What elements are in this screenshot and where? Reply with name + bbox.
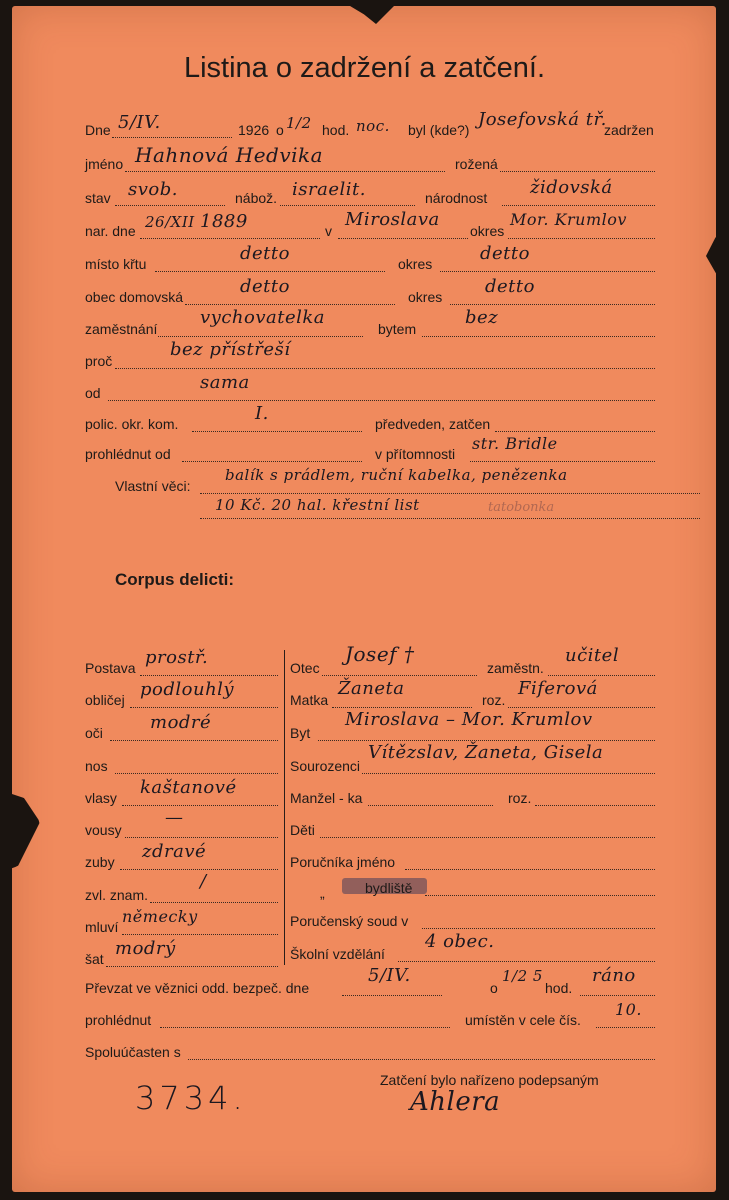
where-value: Josefovská tř. [478,109,607,130]
manzel-line [368,805,493,806]
prevzat-line [342,995,442,996]
bytem-value: bez [465,307,499,328]
okres-value: Mor. Krumlov [510,210,627,229]
byt-line [318,740,655,741]
corpus-heading: Corpus delicti: [115,570,235,589]
jmeno-value: Hahnová Hedvika [135,143,324,167]
porucnik-line [405,869,655,870]
document-title: Listina o zadržení a zatčení. [183,52,546,84]
zamestn-label: zaměstn. [487,660,544,676]
nar-label: nar. dne [85,223,136,239]
mluvi-line [122,934,278,935]
time-value: noc. [356,117,390,135]
misto-krtu-line [155,271,385,272]
nar-year: 1889 [200,211,248,232]
umisten-label: umístěn v cele čís. [465,1012,581,1028]
cela-line [596,1027,655,1028]
polic-line [192,431,362,432]
prohlednut-od-label: prohlédnut od [85,446,171,462]
vousy-value: — [165,807,184,828]
nabozenstvi-line [280,205,415,206]
zuby-line [120,869,278,870]
deti-label: Děti [290,822,315,838]
zamestnani-label: zaměstnání [85,321,158,337]
sourozenci-value: Vítězslav, Žaneta, Gisela [368,742,604,763]
proc-label: proč [85,353,113,369]
spolu-label: Spoluúčasten s [85,1044,181,1060]
byt-label: Byt [290,725,311,741]
prevzat-time-line [580,995,655,996]
dne-label: Dne [85,122,111,138]
dne-line [112,137,232,138]
polic-label: polic. okr. kom. [85,416,179,432]
proc-value: bez přístřeší [170,339,291,360]
oci-label: oči [85,725,103,741]
otec-line [322,675,477,676]
nabozenstvi-value: israelit. [292,179,366,200]
sat-label: šat [85,951,104,967]
otec-label: Otec [290,660,320,676]
obec-line [185,304,395,305]
prevzat-hod-label: hod. [545,980,573,996]
vousy-label: vousy [85,822,122,838]
nos-label: nos [85,758,108,774]
od-value: sama [200,372,250,393]
prevzat-label: Převzat ve věznici odd. bezpeč. dne [85,980,310,996]
sat-value: modrý [115,938,176,959]
v-label: v [325,223,332,239]
okres2-line [440,271,655,272]
prohlednut-label: prohlédnut [85,1012,152,1028]
spolu-line [188,1059,655,1060]
mluvi-label: mluví [85,919,119,935]
misto-krtu-value: detto [240,243,290,264]
okres-label: okres [470,223,505,239]
rozena-label: rožená [455,156,498,172]
veci-line-1 [200,493,700,494]
okres-line [508,238,655,239]
oci-line [110,740,278,741]
sat-line [106,966,278,967]
sourozenci-label: Sourozenci [290,758,361,774]
predveden-line [495,431,655,432]
prevzat-hour: 1/2 5 [502,967,543,985]
misto-line [338,238,468,239]
matka-value: Žaneta [338,678,405,699]
obec-label: obec domovská [85,289,184,305]
zamestn-line [548,675,655,676]
hod-label: hod. [322,122,350,138]
year-label: 1926 [238,122,270,138]
polic-value: I. [255,403,269,424]
narodnost-label: národnost [425,190,488,206]
matka-line [332,707,472,708]
nos-line [115,773,278,774]
zuby-value: zdravé [142,841,207,862]
jmeno-line [125,171,445,172]
zadrzen-label: zadržen [604,122,654,138]
porucnik-label: Poručníka jméno [290,854,396,870]
veci-value-2: 10 Kč. 20 hal. křestní list [215,496,420,514]
stav-label: stav [85,190,111,206]
okres3-label: okres [408,289,443,305]
byt-value: Miroslava – Mor. Krumlov [345,709,593,730]
zamestnani-line [158,336,363,337]
roz2-label: roz. [508,790,532,806]
cela-value: 10. [615,1000,642,1019]
proc-line [115,368,655,369]
deti-line [320,837,655,838]
roz-label: roz. [482,692,506,708]
vzdelani-label: Školní vzdělání [290,946,385,962]
postava-value: prostř. [145,647,209,668]
narodnost-value: židovská [530,177,613,198]
prevzat-o-label: o [490,980,498,996]
veci-line-2 [200,518,700,519]
manzel-label: Manžel - ka [290,790,363,806]
vousy-line [125,837,278,838]
prevzat-date: 5/IV. [368,965,411,986]
postava-label: Postava [85,660,136,676]
stav-line [115,205,225,206]
zamestn-value: učitel [565,645,620,666]
zuby-label: zuby [85,854,115,870]
sourozenci-line [362,773,655,774]
oblicej-line [130,707,278,708]
byl-label: byl (kde?) [408,122,470,138]
soud-label: Poručenský soud v [290,913,409,929]
vlasy-line [122,805,278,806]
mluvi-value: německy [122,907,198,926]
roz-line [508,707,655,708]
pritomnosti-value: str. Bridle [472,434,558,453]
okres3-value: detto [485,276,535,297]
vzdelani-line [398,961,655,962]
vlasy-label: vlasy [85,790,117,806]
veci-label: Vlastní věci: [115,478,191,494]
roz2-line [535,805,655,806]
od-line [108,400,655,401]
pritomnosti-label: v přítomnosti [375,446,456,462]
predveden-label: předveden, zatčen [375,416,491,432]
prevzat-time: ráno [592,965,636,986]
nabozenstvi-label: nábož. [235,190,278,206]
jmeno-label: jméno [85,156,124,172]
obec-value: detto [240,276,290,297]
veci-faint-note: tatobonka [488,500,555,515]
corpus-divider [284,650,285,965]
nar-line [140,238,320,239]
soud-line [422,928,655,929]
otec-value: Josef † [345,642,415,666]
signature-note: Zatčení bylo nařízeno podepsaným [380,1072,599,1088]
rozena-line [500,171,655,172]
stav-value: svob. [128,179,178,200]
okres2-value: detto [480,243,530,264]
bytem-label: bytem [378,321,417,337]
oblicej-label: obličej [85,692,125,708]
oblicej-value: podlouhlý [140,679,235,700]
zvl-znam-value: / [200,871,207,892]
postava-line [140,675,278,676]
bydliste-line [425,895,655,896]
document-number: 3734. [135,1079,247,1117]
prohlednut-line [160,1027,450,1028]
bydliste-quote: „ [320,885,325,901]
misto-value: Miroslava [345,209,440,230]
vlasy-value: kaštanové [140,777,237,798]
od-label: od [85,385,101,401]
okres2-label: okres [398,256,433,272]
prohlednut-od-line [182,461,362,462]
zvl-znam-line [150,902,278,903]
hour-value: 1/2 [286,114,312,132]
veci-value-1: balík s prádlem, ruční kabelka, penězenka [225,466,568,484]
bytem-line [422,336,655,337]
okres3-line [450,304,655,305]
zamestnani-value: vychovatelka [200,307,326,328]
nar-value: 26/XII [145,213,195,231]
bydliste-label: bydliště [365,880,413,896]
dne-value: 5/IV. [118,112,161,133]
roz-value: Fiferová [518,678,598,699]
vzdelani-value: 4 obec. [425,931,495,952]
oci-value: modré [150,712,212,733]
pritomnosti-line [470,461,655,462]
matka-label: Matka [290,692,329,708]
signature: Ahlera [410,1087,501,1117]
narodnost-line [502,205,655,206]
misto-krtu-label: místo křtu [85,256,147,272]
o-label: o [276,122,284,138]
zvl-znam-label: zvl. znam. [85,887,149,903]
